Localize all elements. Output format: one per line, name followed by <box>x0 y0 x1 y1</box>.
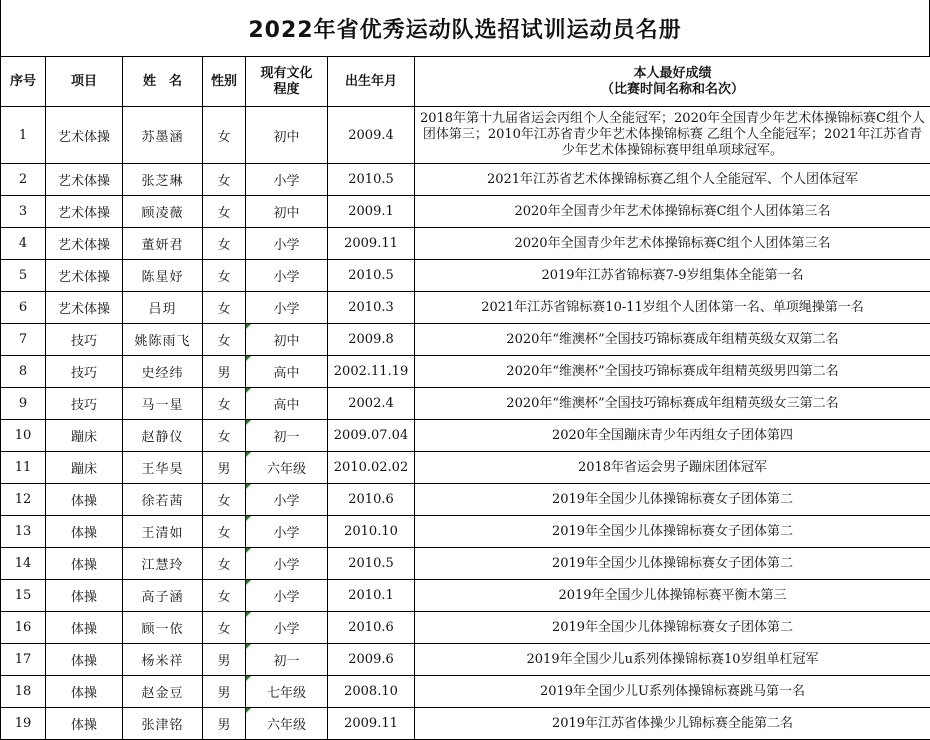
cell-no: 18 <box>1 676 46 708</box>
cell-name: 王清如 <box>123 516 203 548</box>
cell-name: 吕玥 <box>123 292 203 324</box>
table-row <box>1 388 930 420</box>
cell-event: 体操 <box>46 484 123 516</box>
cell-event: 艺术体操 <box>46 260 123 292</box>
cell-name: 苏墨涵 <box>123 107 203 164</box>
cell-gender: 男 <box>203 644 246 676</box>
cell-education: 小学 <box>246 516 328 548</box>
cell-achievement: 2019年全国少儿体操锦标赛女子团体第二 <box>415 548 930 580</box>
table-row <box>1 164 930 196</box>
header-event: 项目 <box>46 57 123 107</box>
cell-education: 六年级 <box>246 708 328 740</box>
cell-gender: 女 <box>203 164 246 196</box>
cell-name: 王华昊 <box>123 452 203 484</box>
cell-education: 初中 <box>246 324 328 356</box>
table-row <box>1 676 930 708</box>
cell-gender: 女 <box>203 484 246 516</box>
cell-birth: 2002.11.19 <box>328 356 415 388</box>
cell-name: 马一星 <box>123 388 203 420</box>
cell-birth: 2009.6 <box>328 644 415 676</box>
table-row <box>1 580 930 612</box>
cell-name: 史经纬 <box>123 356 203 388</box>
table-row <box>1 612 930 644</box>
cell-no: 1 <box>1 107 46 164</box>
cell-gender: 女 <box>203 388 246 420</box>
cell-achievement: 2020年全国青少年艺术体操锦标赛C组个人团体第三名 <box>415 196 930 228</box>
cell-birth: 2010.5 <box>328 548 415 580</box>
table-row <box>1 228 930 260</box>
cell-education: 初一 <box>246 420 328 452</box>
cell-no: 13 <box>1 516 46 548</box>
table-row <box>1 708 930 740</box>
cell-name: 高子涵 <box>123 580 203 612</box>
cell-gender: 女 <box>203 228 246 260</box>
cell-education: 高中 <box>246 388 328 420</box>
cell-education: 小学 <box>246 260 328 292</box>
cell-birth: 2010.6 <box>328 484 415 516</box>
cell-achievement: 2019年全国少儿体操锦标赛女子团体第二 <box>415 484 930 516</box>
cell-name: 江慧玲 <box>123 548 203 580</box>
cell-no: 6 <box>1 292 46 324</box>
cell-name: 张津铭 <box>123 708 203 740</box>
cell-event: 技巧 <box>46 388 123 420</box>
table-row <box>1 324 930 356</box>
cell-no: 4 <box>1 228 46 260</box>
cell-no: 8 <box>1 356 46 388</box>
cell-name: 张芝琳 <box>123 164 203 196</box>
cell-education: 高中 <box>246 356 328 388</box>
cell-no: 2 <box>1 164 46 196</box>
cell-gender: 男 <box>203 676 246 708</box>
cell-event: 体操 <box>46 580 123 612</box>
cell-no: 16 <box>1 612 46 644</box>
table-row <box>1 452 930 484</box>
cell-birth: 2010.5 <box>328 260 415 292</box>
header-no: 序号 <box>1 57 46 107</box>
cell-name: 陈星妤 <box>123 260 203 292</box>
cell-education: 七年级 <box>246 676 328 708</box>
cell-achievement: 2019年江苏省锦标赛7-9岁组集体全能第一名 <box>415 260 930 292</box>
table-row <box>1 196 930 228</box>
cell-birth: 2010.3 <box>328 292 415 324</box>
cell-birth: 2010.10 <box>328 516 415 548</box>
table-row <box>1 260 930 292</box>
cell-education: 初中 <box>246 107 328 164</box>
cell-gender: 女 <box>203 107 246 164</box>
cell-no: 19 <box>1 708 46 740</box>
cell-gender: 女 <box>203 260 246 292</box>
cell-name: 姚陈雨飞 <box>123 324 203 356</box>
cell-no: 14 <box>1 548 46 580</box>
cell-gender: 女 <box>203 420 246 452</box>
cell-birth: 2009.4 <box>328 107 415 164</box>
cell-birth: 2002.4 <box>328 388 415 420</box>
cell-achievement: 2019年全国少儿u系列体操锦标赛10岁组单杠冠军 <box>415 644 930 676</box>
cell-no: 15 <box>1 580 46 612</box>
cell-education: 小学 <box>246 164 328 196</box>
cell-no: 5 <box>1 260 46 292</box>
roster-body <box>1 107 930 740</box>
cell-event: 体操 <box>46 676 123 708</box>
table-row <box>1 107 930 164</box>
header-education: 现有文化 程度 <box>246 57 328 107</box>
cell-education: 小学 <box>246 612 328 644</box>
table-row <box>1 548 930 580</box>
cell-birth: 2010.5 <box>328 164 415 196</box>
table-row <box>1 516 930 548</box>
cell-gender: 女 <box>203 580 246 612</box>
cell-gender: 女 <box>203 292 246 324</box>
cell-birth: 2010.1 <box>328 580 415 612</box>
cell-birth: 2010.02.02 <box>328 452 415 484</box>
table-row <box>1 644 930 676</box>
cell-birth: 2009.11 <box>328 228 415 260</box>
document-title: 2022年省优秀运动队选招试训运动员名册 <box>0 0 930 56</box>
cell-gender: 女 <box>203 516 246 548</box>
cell-no: 3 <box>1 196 46 228</box>
cell-achievement: 2021年江苏省艺术体操锦标赛乙组个人全能冠军、个人团体冠军 <box>415 164 930 196</box>
cell-no: 9 <box>1 388 46 420</box>
table-row <box>1 356 930 388</box>
cell-achievement: 2019年全国少儿体操锦标赛女子团体第二 <box>415 612 930 644</box>
cell-name: 徐若茜 <box>123 484 203 516</box>
cell-achievement: 2020年“维澳杯”全国技巧锦标赛成年组精英级女双第二名 <box>415 324 930 356</box>
cell-gender: 女 <box>203 324 246 356</box>
cell-education: 初中 <box>246 196 328 228</box>
roster-table <box>0 56 930 740</box>
cell-achievement: 2019年全国少儿U系列体操锦标赛跳马第一名 <box>415 676 930 708</box>
cell-event: 体操 <box>46 708 123 740</box>
cell-education: 小学 <box>246 484 328 516</box>
cell-name: 赵金豆 <box>123 676 203 708</box>
cell-gender: 女 <box>203 548 246 580</box>
cell-achievement: 2020年全国青少年艺术体操锦标赛C组个人团体第三名 <box>415 228 930 260</box>
cell-gender: 女 <box>203 612 246 644</box>
cell-achievement: 2020年全国蹦床青少年丙组女子团体第四 <box>415 420 930 452</box>
cell-event: 艺术体操 <box>46 164 123 196</box>
cell-event: 蹦床 <box>46 420 123 452</box>
cell-education: 小学 <box>246 292 328 324</box>
cell-gender: 女 <box>203 196 246 228</box>
cell-event: 艺术体操 <box>46 228 123 260</box>
cell-achievement: 2018年省运会男子蹦床团体冠军 <box>415 452 930 484</box>
cell-event: 艺术体操 <box>46 196 123 228</box>
cell-education: 小学 <box>246 548 328 580</box>
cell-birth: 2008.10 <box>328 676 415 708</box>
cell-name: 顾一依 <box>123 612 203 644</box>
cell-birth: 2009.11 <box>328 708 415 740</box>
table-row <box>1 420 930 452</box>
cell-gender: 男 <box>203 356 246 388</box>
cell-achievement: 2019年全国少儿体操锦标赛女子团体第二 <box>415 516 930 548</box>
cell-name: 顾凌薇 <box>123 196 203 228</box>
header-achievement: 本人最好成绩 （比赛时间名称和名次） <box>415 57 930 107</box>
cell-achievement: 2020年“维澳杯”全国技巧锦标赛成年组精英级女三第二名 <box>415 388 930 420</box>
cell-event: 蹦床 <box>46 452 123 484</box>
cell-birth: 2009.8 <box>328 324 415 356</box>
cell-education: 小学 <box>246 228 328 260</box>
cell-event: 艺术体操 <box>46 107 123 164</box>
cell-achievement: 2019年江苏省体操少儿锦标赛全能第二名 <box>415 708 930 740</box>
cell-achievement: 2020年“维澳杯”全国技巧锦标赛成年组精英级男四第二名 <box>415 356 930 388</box>
cell-gender: 男 <box>203 452 246 484</box>
cell-education: 初一 <box>246 644 328 676</box>
cell-event: 体操 <box>46 548 123 580</box>
cell-name: 杨米祥 <box>123 644 203 676</box>
cell-event: 艺术体操 <box>46 292 123 324</box>
cell-name: 董妍君 <box>123 228 203 260</box>
cell-achievement: 2021年江苏省锦标赛10-11岁组个人团体第一名、单项绳操第一名 <box>415 292 930 324</box>
cell-education: 小学 <box>246 580 328 612</box>
cell-achievement: 2018年第十九届省运会丙组个人全能冠军；2020年全国青少年艺术体操锦标赛C组个人团体第三；2010年江苏省青少年艺术体操锦标赛 乙组个人全能冠军；2021年江苏省青少年艺术体操锦标赛甲组单项球冠军。 <box>415 107 930 164</box>
cell-event: 体操 <box>46 516 123 548</box>
cell-no: 10 <box>1 420 46 452</box>
cell-event: 体操 <box>46 612 123 644</box>
cell-education: 六年级 <box>246 452 328 484</box>
header-gender: 性别 <box>203 57 246 107</box>
cell-no: 7 <box>1 324 46 356</box>
table-row <box>1 292 930 324</box>
table-row <box>1 484 930 516</box>
cell-event: 技巧 <box>46 324 123 356</box>
cell-no: 11 <box>1 452 46 484</box>
cell-event: 技巧 <box>46 356 123 388</box>
cell-birth: 2010.6 <box>328 612 415 644</box>
cell-gender: 男 <box>203 708 246 740</box>
header-row <box>1 57 930 107</box>
cell-no: 12 <box>1 484 46 516</box>
header-birth: 出生年月 <box>328 57 415 107</box>
cell-achievement: 2019年全国少儿体操锦标赛平衡木第三 <box>415 580 930 612</box>
cell-name: 赵静仪 <box>123 420 203 452</box>
cell-no: 17 <box>1 644 46 676</box>
header-name: 姓 名 <box>123 57 203 107</box>
cell-birth: 2009.1 <box>328 196 415 228</box>
cell-birth: 2009.07.04 <box>328 420 415 452</box>
cell-event: 体操 <box>46 644 123 676</box>
